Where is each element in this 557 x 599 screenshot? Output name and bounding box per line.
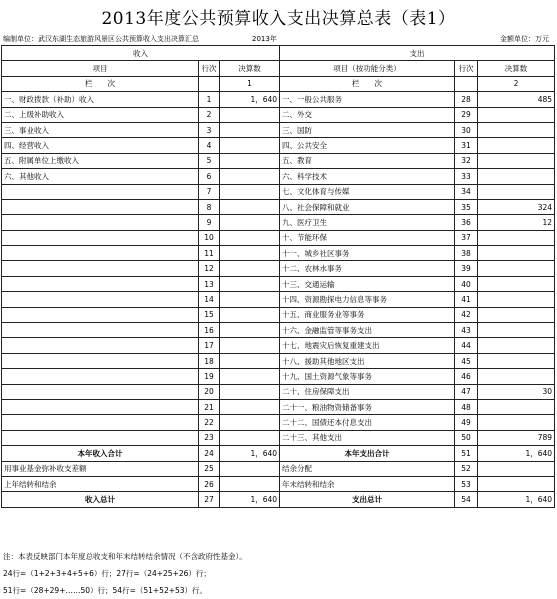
table-row xyxy=(2,307,555,322)
expense-amount xyxy=(478,153,555,168)
expense-item: 十九、国土资源气象等事务 xyxy=(280,369,455,384)
income-amount xyxy=(220,338,280,353)
expense-amount: 324 xyxy=(478,199,555,214)
income-item xyxy=(2,246,199,261)
report-year: 2013年 xyxy=(252,35,277,43)
income-amount xyxy=(220,369,280,384)
income-column-index-label: 栏 次 xyxy=(2,76,199,91)
expense-sum-label: 支出总计 xyxy=(280,492,455,507)
income-item xyxy=(2,199,199,214)
table-body xyxy=(2,92,555,446)
expense-item: 十八、援助其他地区支出 xyxy=(280,353,455,368)
line-number: 6 xyxy=(199,169,220,184)
line-number: 50 xyxy=(455,430,478,445)
income-item: 三、事业收入 xyxy=(2,122,199,137)
table-row xyxy=(2,476,555,491)
line-number: 44 xyxy=(455,338,478,353)
expense-item-header: 项目（按功能分类） xyxy=(280,61,455,76)
table-row xyxy=(2,184,555,199)
expense-amount xyxy=(478,338,555,353)
line-number: 42 xyxy=(455,307,478,322)
expense-amount: 789 xyxy=(478,430,555,445)
income-amount xyxy=(220,215,280,230)
income-column-index: 1 xyxy=(220,76,280,91)
line-number: 18 xyxy=(199,353,220,368)
expense-item: 十四、资源勘探电力信息等事务 xyxy=(280,292,455,307)
expense-amount xyxy=(478,323,555,338)
expense-total-amount: 1，640 xyxy=(478,446,555,461)
budget-table xyxy=(1,45,555,508)
expense-amount xyxy=(478,261,555,276)
line-number: 48 xyxy=(455,399,478,414)
expense-item: 二十三、其他支出 xyxy=(280,430,455,445)
line-number: 13 xyxy=(199,276,220,291)
table-row xyxy=(2,461,555,476)
income-item-header: 项目 xyxy=(2,61,199,76)
expense-total-label: 本年支出合计 xyxy=(280,446,455,461)
currency-unit: 金额单位：万元 xyxy=(500,35,549,43)
table-header-row xyxy=(2,46,555,61)
expense-item: 一、一般公共服务 xyxy=(280,92,455,107)
carry-in-label: 上年结转和结余 xyxy=(2,476,199,491)
line-number: 25 xyxy=(199,461,220,476)
table-row xyxy=(2,122,555,137)
income-amount xyxy=(220,384,280,399)
notes xyxy=(3,548,247,599)
distribute-label: 结余分配 xyxy=(280,461,455,476)
expense-amount xyxy=(478,169,555,184)
note-line: 注：本表反映部门本年度总收支和年末结转结余情况（不含政府性基金）。 xyxy=(3,552,247,561)
empty-cell xyxy=(220,476,280,491)
expense-amount xyxy=(478,353,555,368)
table-row xyxy=(2,353,555,368)
income-item xyxy=(2,430,199,445)
line-number: 40 xyxy=(455,276,478,291)
note-line: 51行=（28+29+……50）行；54行=（51+52+53）行。 xyxy=(3,586,208,595)
expense-item: 十一、城乡社区事务 xyxy=(280,246,455,261)
line-number: 11 xyxy=(199,246,220,261)
empty-cell xyxy=(220,461,280,476)
line-number: 27 xyxy=(199,492,220,507)
carry-out-label: 年末结转和结余 xyxy=(280,476,455,491)
expense-column-index: 2 xyxy=(478,76,555,91)
line-number: 53 xyxy=(455,476,478,491)
expense-item: 六、科学技术 xyxy=(280,169,455,184)
expense-column-index-label: 栏 次 xyxy=(280,76,455,91)
empty-cell xyxy=(455,76,478,91)
income-amount xyxy=(220,169,280,184)
table-row xyxy=(2,446,555,461)
line-number: 16 xyxy=(199,323,220,338)
expense-item: 四、公共安全 xyxy=(280,138,455,153)
line-number: 20 xyxy=(199,384,220,399)
line-number: 47 xyxy=(455,384,478,399)
income-item: 四、经营收入 xyxy=(2,138,199,153)
expense-item: 二十、住房保障支出 xyxy=(280,384,455,399)
income-item xyxy=(2,184,199,199)
table-row xyxy=(2,384,555,399)
expense-amount xyxy=(478,369,555,384)
line-number: 28 xyxy=(455,92,478,107)
income-amount xyxy=(220,107,280,122)
income-sum-label: 收入总计 xyxy=(2,492,199,507)
line-number: 26 xyxy=(199,476,220,491)
line-number: 45 xyxy=(455,353,478,368)
table-row xyxy=(2,323,555,338)
line-number: 5 xyxy=(199,153,220,168)
expense-amount xyxy=(478,107,555,122)
line-number: 46 xyxy=(455,369,478,384)
line-number: 36 xyxy=(455,215,478,230)
line-number: 19 xyxy=(199,369,220,384)
expense-amount xyxy=(478,415,555,430)
income-item: 二、上级补助收入 xyxy=(2,107,199,122)
expense-amount xyxy=(478,307,555,322)
expense-amount xyxy=(478,246,555,261)
income-item xyxy=(2,399,199,414)
income-item xyxy=(2,353,199,368)
line-number: 35 xyxy=(455,199,478,214)
expense-amount: 12 xyxy=(478,215,555,230)
table-row xyxy=(2,138,555,153)
line-number: 41 xyxy=(455,292,478,307)
expense-amount xyxy=(478,230,555,245)
income-amount xyxy=(220,399,280,414)
empty-cell xyxy=(199,76,220,91)
expense-item: 七、文化体育与传媒 xyxy=(280,184,455,199)
fund-label: 用事业基金弥补收支差额 xyxy=(2,461,199,476)
income-item xyxy=(2,338,199,353)
income-item xyxy=(2,369,199,384)
expense-sum-amount: 1，640 xyxy=(478,492,555,507)
income-amount xyxy=(220,230,280,245)
table-row xyxy=(2,430,555,445)
expense-item: 九、医疗卫生 xyxy=(280,215,455,230)
line-number: 3 xyxy=(199,122,220,137)
line-number: 15 xyxy=(199,307,220,322)
table-row xyxy=(2,199,555,214)
income-header: 收入 xyxy=(2,46,280,61)
table-row xyxy=(2,246,555,261)
income-amount xyxy=(220,261,280,276)
line-number: 51 xyxy=(455,446,478,461)
expense-item: 十七、地震灾后恢复重建支出 xyxy=(280,338,455,353)
line-number: 1 xyxy=(199,92,220,107)
income-total-label: 本年收入合计 xyxy=(2,446,199,461)
expense-amount xyxy=(478,138,555,153)
expense-item: 十二、农林水事务 xyxy=(280,261,455,276)
table-row xyxy=(2,399,555,414)
expense-item: 五、教育 xyxy=(280,153,455,168)
table-row xyxy=(2,153,555,168)
income-item: 五、附属单位上缴收入 xyxy=(2,153,199,168)
income-amount xyxy=(220,138,280,153)
income-item xyxy=(2,307,199,322)
income-item xyxy=(2,384,199,399)
income-line-header: 行次 xyxy=(199,61,220,76)
line-number: 12 xyxy=(199,261,220,276)
table-row xyxy=(2,92,555,107)
expense-amount xyxy=(478,399,555,414)
table-row xyxy=(2,215,555,230)
income-amount xyxy=(220,199,280,214)
line-number: 14 xyxy=(199,292,220,307)
income-amount xyxy=(220,353,280,368)
expense-item: 十六、金融监管等事务支出 xyxy=(280,323,455,338)
expense-item: 二十二、国债还本付息支出 xyxy=(280,415,455,430)
income-amount xyxy=(220,415,280,430)
note-line: 24行=（1+2+3+4+5+6）行；27行=（24+25+26）行； xyxy=(3,569,211,578)
table-row xyxy=(2,169,555,184)
line-number: 39 xyxy=(455,261,478,276)
line-number: 10 xyxy=(199,230,220,245)
line-number: 8 xyxy=(199,199,220,214)
expense-line-header: 行次 xyxy=(455,61,478,76)
empty-cell xyxy=(478,476,555,491)
expense-header: 支出 xyxy=(280,46,555,61)
line-number: 21 xyxy=(199,399,220,414)
table-row xyxy=(2,261,555,276)
expense-item: 八、社会保障和就业 xyxy=(280,199,455,214)
line-number: 9 xyxy=(199,215,220,230)
expense-item: 二、外交 xyxy=(280,107,455,122)
income-amount xyxy=(220,323,280,338)
line-number: 22 xyxy=(199,415,220,430)
income-amount xyxy=(220,246,280,261)
expense-amount xyxy=(478,122,555,137)
line-number: 7 xyxy=(199,184,220,199)
line-number: 30 xyxy=(455,122,478,137)
expense-item: 二十一、粮油物资储备事务 xyxy=(280,399,455,414)
expense-amount: 485 xyxy=(478,92,555,107)
income-item xyxy=(2,323,199,338)
table-row xyxy=(2,292,555,307)
line-number: 43 xyxy=(455,323,478,338)
line-number: 32 xyxy=(455,153,478,168)
income-amount xyxy=(220,307,280,322)
compiling-unit: 编制单位：武汉东湖生态旅游风景区公共预算收入支出决算汇总 xyxy=(3,35,199,43)
expense-amount xyxy=(478,276,555,291)
income-amount xyxy=(220,430,280,445)
table-row xyxy=(2,107,555,122)
table-row xyxy=(2,338,555,353)
line-number: 17 xyxy=(199,338,220,353)
report-title: 2013年度公共预算收入支出决算总表（表1） xyxy=(101,9,456,29)
income-amount xyxy=(220,153,280,168)
income-item: 一、财政拨款（补助）收入 xyxy=(2,92,199,107)
income-amount xyxy=(220,122,280,137)
expense-item: 十三、交通运输 xyxy=(280,276,455,291)
expense-item: 十、节能环保 xyxy=(280,230,455,245)
income-item xyxy=(2,276,199,291)
income-amount xyxy=(220,184,280,199)
income-item xyxy=(2,261,199,276)
expense-item: 十五、商业服务业等事务 xyxy=(280,307,455,322)
income-amount xyxy=(220,292,280,307)
expense-amount-header: 决算数 xyxy=(478,61,555,76)
expense-item: 三、国防 xyxy=(280,122,455,137)
income-sum-amount: 1，640 xyxy=(220,492,280,507)
line-number: 54 xyxy=(455,492,478,507)
table-row xyxy=(2,369,555,384)
income-item xyxy=(2,292,199,307)
expense-amount xyxy=(478,292,555,307)
income-amount: 1，640 xyxy=(220,92,280,107)
line-number: 4 xyxy=(199,138,220,153)
income-item xyxy=(2,415,199,430)
income-item xyxy=(2,230,199,245)
income-item: 六、其他收入 xyxy=(2,169,199,184)
line-number: 2 xyxy=(199,107,220,122)
income-amount-header: 决算数 xyxy=(220,61,280,76)
line-number: 52 xyxy=(455,461,478,476)
line-number: 24 xyxy=(199,446,220,461)
table-totals xyxy=(2,446,555,508)
column-header-row xyxy=(2,61,555,76)
table-row xyxy=(2,492,555,507)
line-number: 49 xyxy=(455,415,478,430)
line-number: 31 xyxy=(455,138,478,153)
line-number: 33 xyxy=(455,169,478,184)
expense-amount xyxy=(478,184,555,199)
empty-cell xyxy=(478,461,555,476)
line-number: 29 xyxy=(455,107,478,122)
table-row xyxy=(2,230,555,245)
line-number: 34 xyxy=(455,184,478,199)
expense-amount: 30 xyxy=(478,384,555,399)
table-row xyxy=(2,415,555,430)
table-row xyxy=(2,276,555,291)
line-number: 23 xyxy=(199,430,220,445)
column-index-row xyxy=(2,76,555,91)
income-total-amount: 1，640 xyxy=(220,446,280,461)
line-number: 38 xyxy=(455,246,478,261)
income-item xyxy=(2,215,199,230)
income-amount xyxy=(220,276,280,291)
line-number: 37 xyxy=(455,230,478,245)
